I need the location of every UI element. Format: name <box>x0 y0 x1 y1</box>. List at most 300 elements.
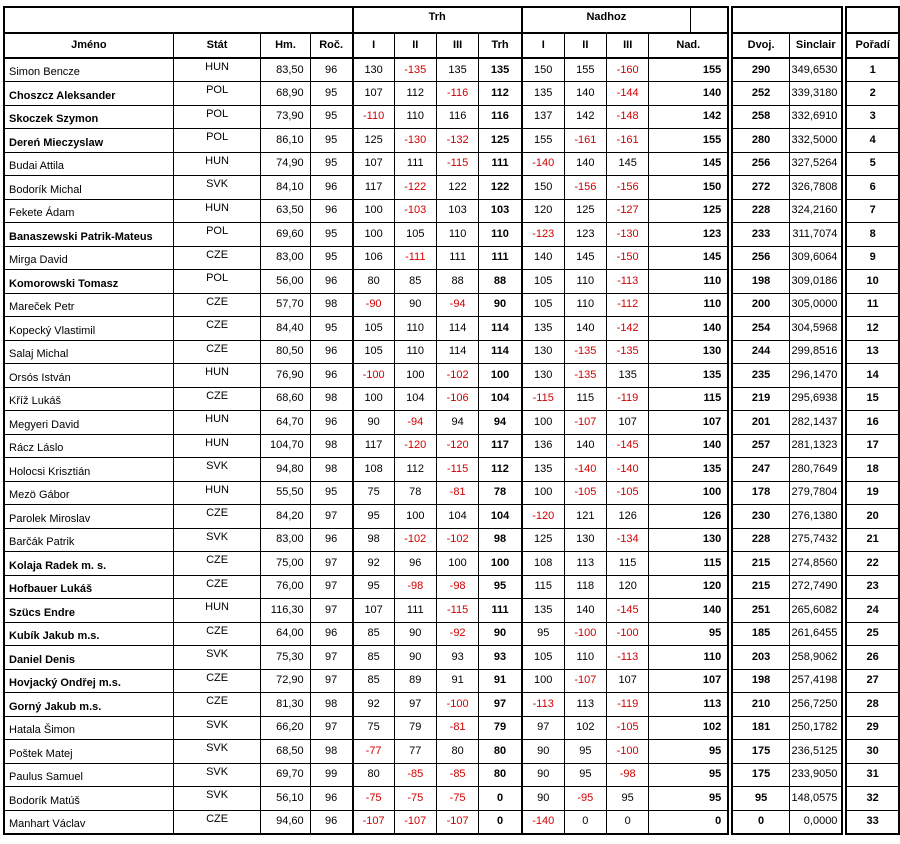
snatch-result: 111 <box>479 152 522 176</box>
snatch-attempt-1: 108 <box>353 458 394 482</box>
total: 257 <box>732 434 790 458</box>
snatch-attempt-2: 85 <box>394 270 436 294</box>
cj-result: 115 <box>649 387 728 411</box>
sinclair-score: 272,7490 <box>790 575 843 599</box>
snatch-attempt-2: -107 <box>394 810 436 834</box>
total: 272 <box>732 176 790 200</box>
total: 251 <box>732 599 790 623</box>
total: 228 <box>732 528 790 552</box>
snatch-result: 114 <box>479 317 522 341</box>
cj-attempt-2: -161 <box>564 129 606 153</box>
cj-attempt-3: 107 <box>607 669 649 693</box>
snatch-attempt-3: -106 <box>436 387 478 411</box>
cj-attempt-3: -134 <box>607 528 649 552</box>
snatch-result: 90 <box>479 293 522 317</box>
rank: 19 <box>846 481 899 505</box>
athlete-name: Holocsi Krisztián <box>4 458 173 482</box>
cj-attempt-3: 107 <box>607 411 649 435</box>
snatch-attempt-2: 96 <box>394 552 436 576</box>
snatch-attempt-1: 117 <box>353 434 394 458</box>
snatch-result: 100 <box>479 552 522 576</box>
birth-year: 97 <box>310 716 353 740</box>
cj-attempt-3: -145 <box>607 599 649 623</box>
snatch-result: 116 <box>479 105 522 129</box>
total: 230 <box>732 505 790 529</box>
snatch-attempt-2: 90 <box>394 646 436 670</box>
birth-year: 96 <box>310 58 353 82</box>
snatch-attempt-2: -130 <box>394 129 436 153</box>
group-trh: Trh <box>353 7 522 33</box>
col-nad: Nad. <box>649 33 728 58</box>
snatch-attempt-2: 110 <box>394 317 436 341</box>
cj-attempt-2: 140 <box>564 434 606 458</box>
table-row <box>4 199 899 223</box>
rank: 2 <box>846 82 899 106</box>
snatch-result: 98 <box>479 528 522 552</box>
snatch-attempt-2: 90 <box>394 293 436 317</box>
birth-year: 95 <box>310 317 353 341</box>
athlete-name: Simon Bencze <box>4 58 173 82</box>
snatch-attempt-3: 80 <box>436 740 478 764</box>
cj-attempt-1: 137 <box>522 105 564 129</box>
rank: 4 <box>846 129 899 153</box>
rank: 7 <box>846 199 899 223</box>
total: 95 <box>732 787 790 811</box>
cj-attempt-1: 120 <box>522 199 564 223</box>
athlete-name: Barčák Patrik <box>4 528 173 552</box>
snatch-attempt-2: -103 <box>394 199 436 223</box>
athlete-name: Bodorík Michal <box>4 176 173 200</box>
cj-result: 107 <box>649 411 728 435</box>
cj-attempt-1: 90 <box>522 763 564 787</box>
sinclair-score: 250,1782 <box>790 716 843 740</box>
cj-attempt-1: 105 <box>522 293 564 317</box>
cj-result: 110 <box>649 270 728 294</box>
sinclair-score: 309,6064 <box>790 246 843 270</box>
sinclair-score: 295,6938 <box>790 387 843 411</box>
cj-attempt-2: -135 <box>564 364 606 388</box>
cj-attempt-1: 105 <box>522 646 564 670</box>
snatch-attempt-2: -94 <box>394 411 436 435</box>
col-sinclair: Sinclair <box>790 33 843 58</box>
athlete-state: HUN <box>173 199 261 223</box>
snatch-attempt-1: 85 <box>353 669 394 693</box>
birth-year: 98 <box>310 458 353 482</box>
snatch-result: 122 <box>479 176 522 200</box>
snatch-attempt-1: -100 <box>353 364 394 388</box>
table-row <box>4 434 899 458</box>
snatch-attempt-2: 110 <box>394 340 436 364</box>
cj-result: 113 <box>649 693 728 717</box>
cj-attempt-3: -113 <box>607 646 649 670</box>
total: 228 <box>732 199 790 223</box>
results-table <box>3 6 900 835</box>
athlete-state: HUN <box>173 364 261 388</box>
table-row <box>4 622 899 646</box>
birth-year: 96 <box>310 199 353 223</box>
body-weight: 75,30 <box>261 646 310 670</box>
rank: 9 <box>846 246 899 270</box>
body-weight: 94,60 <box>261 810 310 834</box>
snatch-result: 103 <box>479 199 522 223</box>
snatch-result: 88 <box>479 270 522 294</box>
cj-attempt-1: 90 <box>522 787 564 811</box>
athlete-name: Kolaja Radek m. s. <box>4 552 173 576</box>
rank: 31 <box>846 763 899 787</box>
cj-attempt-3: -161 <box>607 129 649 153</box>
sinclair-score: 257,4198 <box>790 669 843 693</box>
snatch-attempt-2: -98 <box>394 575 436 599</box>
cj-attempt-3: -150 <box>607 246 649 270</box>
cj-attempt-2: 125 <box>564 199 606 223</box>
group-blank <box>4 7 353 33</box>
cj-result: 140 <box>649 434 728 458</box>
athlete-state: HUN <box>173 58 261 82</box>
snatch-attempt-3: -102 <box>436 528 478 552</box>
snatch-attempt-2: 79 <box>394 716 436 740</box>
sinclair-score: 282,1437 <box>790 411 843 435</box>
snatch-result: 114 <box>479 340 522 364</box>
snatch-attempt-3: -107 <box>436 810 478 834</box>
cj-result: 125 <box>649 199 728 223</box>
cj-attempt-2: 0 <box>564 810 606 834</box>
col-roc: Roč. <box>310 33 353 58</box>
snatch-attempt-1: -110 <box>353 105 394 129</box>
snatch-attempt-3: 104 <box>436 505 478 529</box>
table-row <box>4 599 899 623</box>
cj-attempt-3: 145 <box>607 152 649 176</box>
snatch-result: 0 <box>479 787 522 811</box>
cj-result: 135 <box>649 458 728 482</box>
snatch-attempt-1: 75 <box>353 481 394 505</box>
cj-attempt-1: 115 <box>522 575 564 599</box>
total: 203 <box>732 646 790 670</box>
total: 185 <box>732 622 790 646</box>
cj-result: 130 <box>649 528 728 552</box>
col-jmeno: Jméno <box>4 33 173 58</box>
cj-result: 95 <box>649 787 728 811</box>
cj-attempt-1: -140 <box>522 152 564 176</box>
table-row <box>4 740 899 764</box>
cj-result: 142 <box>649 105 728 129</box>
cj-attempt-1: 135 <box>522 599 564 623</box>
snatch-attempt-2: 100 <box>394 364 436 388</box>
athlete-name: Paulus Samuel <box>4 763 173 787</box>
snatch-attempt-1: 92 <box>353 552 394 576</box>
cj-attempt-3: 120 <box>607 575 649 599</box>
sinclair-score: 148,0575 <box>790 787 843 811</box>
body-weight: 81,30 <box>261 693 310 717</box>
cj-attempt-3: -100 <box>607 622 649 646</box>
birth-year: 96 <box>310 270 353 294</box>
athlete-name: Megyeri David <box>4 411 173 435</box>
rank: 26 <box>846 646 899 670</box>
rank: 22 <box>846 552 899 576</box>
table-row <box>4 787 899 811</box>
body-weight: 68,60 <box>261 387 310 411</box>
athlete-state: POL <box>173 129 261 153</box>
athlete-name: Hatala Šimon <box>4 716 173 740</box>
snatch-attempt-2: 78 <box>394 481 436 505</box>
rank: 27 <box>846 669 899 693</box>
table-row <box>4 293 899 317</box>
cj-attempt-3: -100 <box>607 740 649 764</box>
snatch-result: 95 <box>479 575 522 599</box>
cj-attempt-2: 142 <box>564 105 606 129</box>
athlete-name: Rácz Láslo <box>4 434 173 458</box>
rank: 16 <box>846 411 899 435</box>
athlete-name: Mezö Gábor <box>4 481 173 505</box>
snatch-attempt-1: 105 <box>353 317 394 341</box>
cj-result: 0 <box>649 810 728 834</box>
sinclair-score: 279,7804 <box>790 481 843 505</box>
rank: 29 <box>846 716 899 740</box>
total: 0 <box>732 810 790 834</box>
cj-result: 130 <box>649 340 728 364</box>
athlete-name: Poštek Matej <box>4 740 173 764</box>
rank: 15 <box>846 387 899 411</box>
table-row <box>4 176 899 200</box>
table-row <box>4 669 899 693</box>
table-row <box>4 693 899 717</box>
snatch-result: 117 <box>479 434 522 458</box>
athlete-name: Mareček Petr <box>4 293 173 317</box>
athlete-state: SVK <box>173 458 261 482</box>
cj-attempt-1: -115 <box>522 387 564 411</box>
total: 198 <box>732 669 790 693</box>
snatch-attempt-3: -120 <box>436 434 478 458</box>
snatch-attempt-1: 100 <box>353 223 394 247</box>
cj-attempt-3: 135 <box>607 364 649 388</box>
athlete-state: CZE <box>173 340 261 364</box>
snatch-attempt-3: -75 <box>436 787 478 811</box>
cj-attempt-2: 130 <box>564 528 606 552</box>
body-weight: 64,70 <box>261 411 310 435</box>
snatch-attempt-1: 95 <box>353 575 394 599</box>
athlete-name: Komorowski Tomasz <box>4 270 173 294</box>
body-weight: 83,50 <box>261 58 310 82</box>
snatch-attempt-1: 100 <box>353 199 394 223</box>
sinclair-score: 324,2160 <box>790 199 843 223</box>
snatch-attempt-1: 90 <box>353 411 394 435</box>
snatch-attempt-3: -85 <box>436 763 478 787</box>
cj-result: 140 <box>649 317 728 341</box>
snatch-attempt-3: 93 <box>436 646 478 670</box>
birth-year: 98 <box>310 293 353 317</box>
snatch-attempt-3: 111 <box>436 246 478 270</box>
birth-year: 98 <box>310 387 353 411</box>
snatch-result: 100 <box>479 364 522 388</box>
total: 280 <box>732 129 790 153</box>
birth-year: 96 <box>310 411 353 435</box>
table-row <box>4 528 899 552</box>
rank: 18 <box>846 458 899 482</box>
birth-year: 97 <box>310 646 353 670</box>
cj-attempt-2: 95 <box>564 740 606 764</box>
cj-attempt-1: 95 <box>522 622 564 646</box>
birth-year: 97 <box>310 575 353 599</box>
cj-attempt-3: -112 <box>607 293 649 317</box>
snatch-attempt-3: -116 <box>436 82 478 106</box>
birth-year: 99 <box>310 763 353 787</box>
total: 178 <box>732 481 790 505</box>
snatch-result: 125 <box>479 129 522 153</box>
cj-attempt-2: -140 <box>564 458 606 482</box>
rank: 6 <box>846 176 899 200</box>
snatch-attempt-1: -90 <box>353 293 394 317</box>
snatch-attempt-2: 90 <box>394 622 436 646</box>
cj-attempt-2: 140 <box>564 82 606 106</box>
birth-year: 95 <box>310 152 353 176</box>
snatch-result: 111 <box>479 599 522 623</box>
cj-attempt-1: 135 <box>522 458 564 482</box>
sinclair-score: 233,9050 <box>790 763 843 787</box>
cj-attempt-2: 140 <box>564 152 606 176</box>
athlete-state: HUN <box>173 434 261 458</box>
cj-attempt-3: -113 <box>607 270 649 294</box>
cj-attempt-3: -119 <box>607 387 649 411</box>
snatch-attempt-3: 91 <box>436 669 478 693</box>
snatch-attempt-3: 116 <box>436 105 478 129</box>
snatch-result: 0 <box>479 810 522 834</box>
snatch-attempt-3: -94 <box>436 293 478 317</box>
snatch-attempt-1: 125 <box>353 129 394 153</box>
rank: 21 <box>846 528 899 552</box>
rank: 33 <box>846 810 899 834</box>
sinclair-score: 327,5264 <box>790 152 843 176</box>
athlete-state: POL <box>173 223 261 247</box>
snatch-attempt-2: 105 <box>394 223 436 247</box>
cj-attempt-3: -119 <box>607 693 649 717</box>
athlete-state: SVK <box>173 646 261 670</box>
cj-attempt-1: 150 <box>522 176 564 200</box>
cj-attempt-2: 115 <box>564 387 606 411</box>
snatch-attempt-3: -115 <box>436 152 478 176</box>
total: 175 <box>732 740 790 764</box>
cj-attempt-3: -145 <box>607 434 649 458</box>
cj-attempt-2: -107 <box>564 669 606 693</box>
body-weight: 63,50 <box>261 199 310 223</box>
birth-year: 98 <box>310 434 353 458</box>
cj-attempt-2: 102 <box>564 716 606 740</box>
snatch-attempt-3: -102 <box>436 364 478 388</box>
cj-attempt-2: -156 <box>564 176 606 200</box>
athlete-state: CZE <box>173 622 261 646</box>
snatch-attempt-1: 85 <box>353 622 394 646</box>
snatch-attempt-2: 104 <box>394 387 436 411</box>
body-weight: 116,30 <box>261 599 310 623</box>
snatch-attempt-1: 98 <box>353 528 394 552</box>
cj-result: 110 <box>649 646 728 670</box>
snatch-attempt-1: 117 <box>353 176 394 200</box>
body-weight: 73,90 <box>261 105 310 129</box>
snatch-attempt-2: -75 <box>394 787 436 811</box>
athlete-state: CZE <box>173 693 261 717</box>
body-weight: 76,90 <box>261 364 310 388</box>
snatch-result: 91 <box>479 669 522 693</box>
sinclair-score: 296,1470 <box>790 364 843 388</box>
rank: 10 <box>846 270 899 294</box>
snatch-attempt-1: 107 <box>353 599 394 623</box>
cj-attempt-2: 145 <box>564 246 606 270</box>
sinclair-score: 311,7074 <box>790 223 843 247</box>
snatch-attempt-1: 75 <box>353 716 394 740</box>
cj-attempt-2: 95 <box>564 763 606 787</box>
snatch-attempt-3: -100 <box>436 693 478 717</box>
athlete-state: SVK <box>173 176 261 200</box>
athlete-name: Kopecký Vlastimil <box>4 317 173 341</box>
col-trh: Trh <box>479 33 522 58</box>
snatch-attempt-1: 105 <box>353 340 394 364</box>
sinclair-score: 349,6530 <box>790 58 843 82</box>
total: 254 <box>732 317 790 341</box>
table-row <box>4 411 899 435</box>
snatch-attempt-3: 110 <box>436 223 478 247</box>
total: 233 <box>732 223 790 247</box>
sinclair-score: 280,7649 <box>790 458 843 482</box>
snatch-attempt-3: 122 <box>436 176 478 200</box>
athlete-name: Salaj Michal <box>4 340 173 364</box>
col-trh-3: III <box>436 33 478 58</box>
total: 256 <box>732 152 790 176</box>
cj-attempt-3: -144 <box>607 82 649 106</box>
body-weight: 72,90 <box>261 669 310 693</box>
cj-attempt-2: 155 <box>564 58 606 82</box>
snatch-attempt-1: 92 <box>353 693 394 717</box>
snatch-result: 104 <box>479 505 522 529</box>
rank: 3 <box>846 105 899 129</box>
sinclair-score: 339,3180 <box>790 82 843 106</box>
birth-year: 95 <box>310 82 353 106</box>
cj-attempt-1: -113 <box>522 693 564 717</box>
body-weight: 56,10 <box>261 787 310 811</box>
birth-year: 96 <box>310 176 353 200</box>
cj-attempt-1: 100 <box>522 411 564 435</box>
cj-attempt-2: 110 <box>564 270 606 294</box>
athlete-name: Kubík Jakub m.s. <box>4 622 173 646</box>
snatch-attempt-1: -107 <box>353 810 394 834</box>
athlete-state: CZE <box>173 669 261 693</box>
snatch-attempt-2: -85 <box>394 763 436 787</box>
rank: 11 <box>846 293 899 317</box>
rank: 12 <box>846 317 899 341</box>
cj-attempt-3: -105 <box>607 716 649 740</box>
birth-year: 95 <box>310 246 353 270</box>
cj-attempt-2: 113 <box>564 552 606 576</box>
snatch-attempt-3: -115 <box>436 599 478 623</box>
snatch-attempt-2: -135 <box>394 58 436 82</box>
sinclair-score: 326,7808 <box>790 176 843 200</box>
athlete-name: Daniel Denis <box>4 646 173 670</box>
cj-result: 145 <box>649 246 728 270</box>
sinclair-score: 258,9062 <box>790 646 843 670</box>
athlete-state: POL <box>173 270 261 294</box>
snatch-attempt-2: -102 <box>394 528 436 552</box>
group-nadhoz: Nadhoz <box>522 7 691 33</box>
cj-attempt-3: -156 <box>607 176 649 200</box>
cj-attempt-3: -142 <box>607 317 649 341</box>
table-row <box>4 58 899 82</box>
table-row <box>4 129 899 153</box>
snatch-result: 94 <box>479 411 522 435</box>
snatch-attempt-2: 110 <box>394 105 436 129</box>
cj-attempt-2: -107 <box>564 411 606 435</box>
athlete-state: SVK <box>173 716 261 740</box>
sinclair-score: 332,5000 <box>790 129 843 153</box>
col-hm: Hm. <box>261 33 310 58</box>
rank: 20 <box>846 505 899 529</box>
cj-result: 145 <box>649 152 728 176</box>
